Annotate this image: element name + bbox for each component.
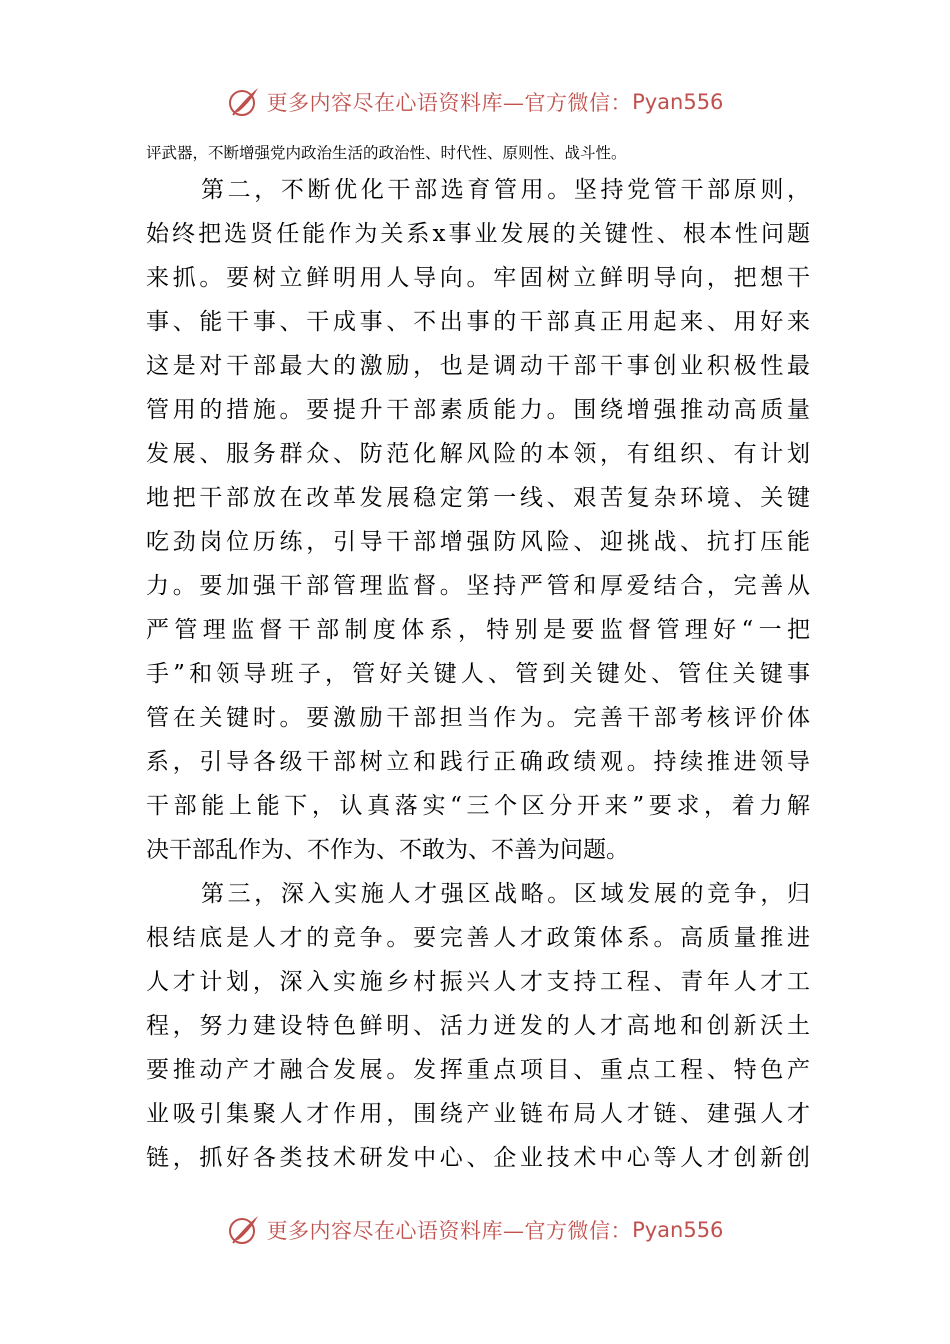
watermark-wechat-id: Pyan556	[632, 1218, 724, 1242]
text-line: 这是对干部最大的激励，也是调动干部干事创业积极性最	[146, 353, 810, 379]
quill-logo-icon	[227, 1213, 261, 1247]
text-line: 吃劲岗位历练，引导干部增强防风险、迎挑战、抗打压能	[146, 529, 810, 555]
text-line: 力。要加强干部管理监督。坚持严管和厚爱结合，完善从	[146, 573, 810, 599]
watermark-footer	[0, 1210, 950, 1250]
watermark-text: 更多内容尽在心语资料库—官方微信：	[266, 91, 633, 115]
text-line: 管用的措施。要提升干部素质能力。围绕增强推动高质量	[146, 397, 810, 423]
text-line: 管在关键时。要激励干部担当作为。完善干部考核评价体	[146, 705, 810, 731]
text-line: 干部能上能下，认真落实“三个区分开来”要求，着力解	[146, 793, 810, 819]
text-line: 严管理监督干部制度体系，特别是要监督管理好“一把	[146, 617, 810, 643]
watermark-text: 更多内容尽在心语资料库—官方微信：	[266, 1219, 633, 1243]
text-line: 评武器，不断增强党内政治生活的政治性、时代性、原则性、战斗性。	[146, 144, 627, 162]
text-line: 始终把选贤任能作为关系x事业发展的关键性、根本性问题	[146, 221, 810, 247]
text-line: 业吸引集聚人才作用，围绕产业链布局人才链、建强人才	[146, 1101, 810, 1127]
text-line: 第二，不断优化干部选育管用。坚持党管干部原则，	[201, 177, 810, 203]
text-line: 第三，深入实施人才强区战略。区域发展的竞争，归	[201, 881, 810, 907]
text-line: 根结底是人才的竞争。要完善人才政策体系。高质量推进	[146, 925, 810, 951]
quill-logo-icon	[227, 85, 261, 119]
text-line: 事、能干事、干成事、不出事的干部真正用起来、用好来	[146, 309, 810, 335]
text-line: 要推动产才融合发展。发挥重点项目、重点工程、特色产	[146, 1057, 810, 1083]
text-line: 程，努力建设特色鲜明、活力迸发的人才高地和创新沃土	[146, 1013, 810, 1039]
text-line: 手”和领导班子，管好关键人、管到关键处、管住关键事	[146, 661, 810, 687]
text-line: 系，引导各级干部树立和践行正确政绩观。持续推进领导	[146, 749, 810, 775]
watermark-header	[0, 82, 950, 122]
text-line: 决干部乱作为、不作为、不敢为、不善为问题。	[146, 837, 629, 863]
text-line: 来抓。要树立鲜明用人导向。牢固树立鲜明导向，把想干	[146, 265, 810, 291]
document-body	[146, 138, 810, 1180]
text-line: 地把干部放在改革发展稳定第一线、艰苦复杂环境、关键	[146, 485, 810, 511]
text-line: 发展、服务群众、防范化解风险的本领，有组织、有计划	[146, 441, 810, 467]
watermark-wechat-id: Pyan556	[632, 90, 724, 114]
text-line: 人才计划，深入实施乡村振兴人才支持工程、青年人才工	[146, 969, 810, 995]
text-line: 链，抓好各类技术研发中心、企业技术中心等人才创新创	[146, 1145, 810, 1171]
